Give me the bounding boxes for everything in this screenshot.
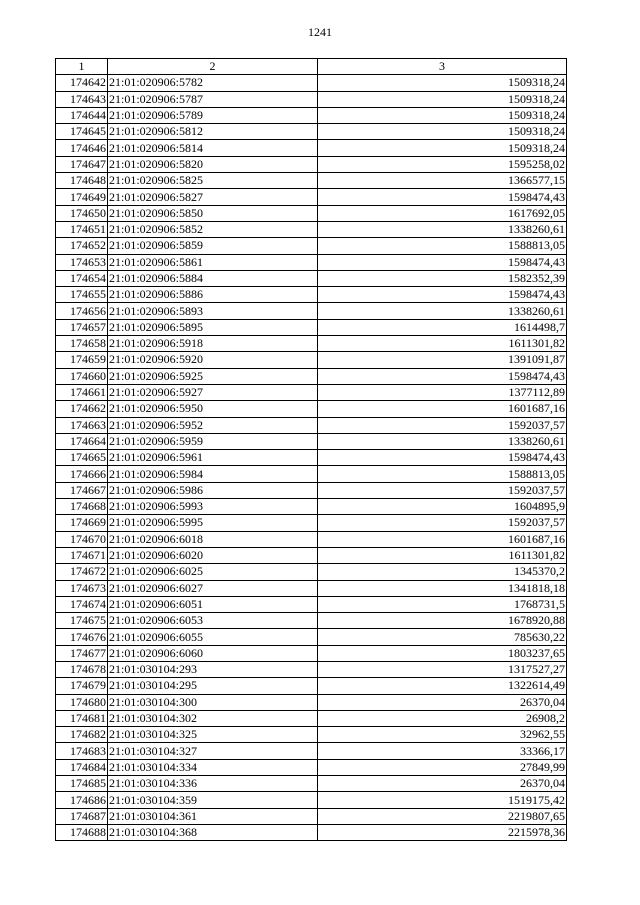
- table-row: [56, 629, 567, 645]
- table-row: [56, 580, 567, 596]
- table-header-row: [56, 59, 567, 75]
- row-number-cell: 174675: [56, 613, 108, 629]
- cadastral-value-cell: 1592037,57: [318, 417, 567, 433]
- cadastral-number-cell: 21:01:030104:359: [108, 792, 318, 808]
- cadastral-value-cell: 27849,99: [318, 759, 567, 775]
- table-row: [56, 107, 567, 123]
- page-number: 1241: [308, 25, 332, 39]
- cadastral-value-cell: 1509318,24: [318, 75, 567, 91]
- table-row: [56, 661, 567, 677]
- row-number-cell: 174664: [56, 433, 108, 449]
- cadastral-value-cell: 1678920,88: [318, 613, 567, 629]
- cadastral-value-cell: 1509318,24: [318, 107, 567, 123]
- cadastral-number-cell: 21:01:020906:6020: [108, 547, 318, 563]
- cadastral-number-cell: 21:01:020906:5893: [108, 303, 318, 319]
- row-number-cell: 174685: [56, 776, 108, 792]
- row-number-cell: 174679: [56, 678, 108, 694]
- table-row: [56, 824, 567, 840]
- row-number-cell: 174647: [56, 156, 108, 172]
- table-row: [56, 368, 567, 384]
- cadastral-value-cell: 1598474,43: [318, 254, 567, 270]
- table-row: [56, 336, 567, 352]
- cadastral-number-cell: 21:01:020906:5861: [108, 254, 318, 270]
- row-number-cell: 174668: [56, 499, 108, 515]
- row-number-cell: 174676: [56, 629, 108, 645]
- cadastral-number-cell: 21:01:020906:5884: [108, 270, 318, 286]
- cadastral-value-cell: 1341818,18: [318, 580, 567, 596]
- table-row: [56, 678, 567, 694]
- cadastral-number-cell: 21:01:020906:5995: [108, 515, 318, 531]
- column-header-1: 1: [56, 59, 108, 75]
- row-number-cell: 174659: [56, 352, 108, 368]
- cadastral-value-cell: 1317527,27: [318, 661, 567, 677]
- cadastral-value-cell: 1391091,87: [318, 352, 567, 368]
- row-number-cell: 174648: [56, 173, 108, 189]
- cadastral-value-cell: 1592037,57: [318, 515, 567, 531]
- cadastral-number-cell: 21:01:020906:6051: [108, 596, 318, 612]
- cadastral-number-cell: 21:01:020906:5961: [108, 450, 318, 466]
- table-row: [56, 743, 567, 759]
- cadastral-number-cell: 21:01:020906:5993: [108, 499, 318, 515]
- row-number-cell: 174656: [56, 303, 108, 319]
- row-number-cell: 174644: [56, 107, 108, 123]
- cadastral-value-table: [55, 58, 567, 841]
- table-row: [56, 303, 567, 319]
- cadastral-value-cell: 1377112,89: [318, 384, 567, 400]
- table-row: [56, 221, 567, 237]
- cadastral-value-cell: 1598474,43: [318, 189, 567, 205]
- row-number-cell: 174678: [56, 661, 108, 677]
- row-number-cell: 174669: [56, 515, 108, 531]
- table-row: [56, 531, 567, 547]
- row-number-cell: 174671: [56, 547, 108, 563]
- cadastral-number-cell: 21:01:020906:5952: [108, 417, 318, 433]
- table-row: [56, 433, 567, 449]
- cadastral-number-cell: 21:01:030104:293: [108, 661, 318, 677]
- table-row: [56, 319, 567, 335]
- row-number-cell: 174650: [56, 205, 108, 221]
- cadastral-number-cell: 21:01:020906:5825: [108, 173, 318, 189]
- cadastral-value-cell: 26370,04: [318, 776, 567, 792]
- table-row: [56, 613, 567, 629]
- table-row: [56, 75, 567, 91]
- row-number-cell: 174643: [56, 91, 108, 107]
- cadastral-number-cell: 21:01:030104:336: [108, 776, 318, 792]
- row-number-cell: 174673: [56, 580, 108, 596]
- row-number-cell: 174674: [56, 596, 108, 612]
- cadastral-number-cell: 21:01:020906:5827: [108, 189, 318, 205]
- table-row: [56, 189, 567, 205]
- table-row: [56, 776, 567, 792]
- table-row: [56, 808, 567, 824]
- cadastral-value-cell: 1768731,5: [318, 596, 567, 612]
- row-number-cell: 174651: [56, 221, 108, 237]
- cadastral-value-cell: 1345370,2: [318, 564, 567, 580]
- cadastral-value-cell: 1604895,9: [318, 499, 567, 515]
- cadastral-value-cell: 26370,04: [318, 694, 567, 710]
- cadastral-value-cell: 785630,22: [318, 629, 567, 645]
- cadastral-number-cell: 21:01:030104:295: [108, 678, 318, 694]
- cadastral-value-cell: 1588813,05: [318, 466, 567, 482]
- cadastral-number-cell: 21:01:020906:5789: [108, 107, 318, 123]
- table-row: [56, 694, 567, 710]
- table-row: [56, 352, 567, 368]
- cadastral-value-cell: 1595258,02: [318, 156, 567, 172]
- table-row: [56, 727, 567, 743]
- cadastral-number-cell: 21:01:030104:302: [108, 710, 318, 726]
- row-number-cell: 174662: [56, 401, 108, 417]
- table-row: [56, 515, 567, 531]
- row-number-cell: 174653: [56, 254, 108, 270]
- table-row: [56, 710, 567, 726]
- cadastral-value-cell: 1611301,82: [318, 547, 567, 563]
- table-row: [56, 450, 567, 466]
- column-header-3: 3: [318, 59, 567, 75]
- cadastral-number-cell: 21:01:020906:6060: [108, 645, 318, 661]
- cadastral-number-cell: 21:01:020906:5852: [108, 221, 318, 237]
- row-number-cell: 174654: [56, 270, 108, 286]
- cadastral-value-cell: 1338260,61: [318, 433, 567, 449]
- cadastral-value-cell: 1598474,43: [318, 450, 567, 466]
- table-row: [56, 759, 567, 775]
- cadastral-value-cell: 1614498,7: [318, 319, 567, 335]
- row-number-cell: 174663: [56, 417, 108, 433]
- cadastral-number-cell: 21:01:020906:5812: [108, 124, 318, 140]
- row-number-cell: 174688: [56, 824, 108, 840]
- table-row: [56, 482, 567, 498]
- row-number-cell: 174666: [56, 466, 108, 482]
- row-number-cell: 174646: [56, 140, 108, 156]
- cadastral-number-cell: 21:01:030104:361: [108, 808, 318, 824]
- cadastral-value-cell: 1322614,49: [318, 678, 567, 694]
- row-number-cell: 174683: [56, 743, 108, 759]
- row-number-cell: 174680: [56, 694, 108, 710]
- row-number-cell: 174684: [56, 759, 108, 775]
- table-row: [56, 173, 567, 189]
- table-row: [56, 417, 567, 433]
- cadastral-number-cell: 21:01:020906:6025: [108, 564, 318, 580]
- cadastral-value-cell: 1598474,43: [318, 287, 567, 303]
- table-row: [56, 254, 567, 270]
- row-number-cell: 174686: [56, 792, 108, 808]
- cadastral-value-cell: 1803237,65: [318, 645, 567, 661]
- cadastral-number-cell: 21:01:030104:327: [108, 743, 318, 759]
- row-number-cell: 174649: [56, 189, 108, 205]
- cadastral-number-cell: 21:01:020906:5886: [108, 287, 318, 303]
- cadastral-number-cell: 21:01:020906:5984: [108, 466, 318, 482]
- cadastral-value-cell: 1509318,24: [318, 140, 567, 156]
- table-row: [56, 156, 567, 172]
- cadastral-number-cell: 21:01:020906:6053: [108, 613, 318, 629]
- cadastral-value-cell: 1598474,43: [318, 368, 567, 384]
- cadastral-number-cell: 21:01:020906:5895: [108, 319, 318, 335]
- cadastral-value-cell: 26908,2: [318, 710, 567, 726]
- row-number-cell: 174687: [56, 808, 108, 824]
- table-row: [56, 270, 567, 286]
- cadastral-value-cell: 1588813,05: [318, 238, 567, 254]
- table-row: [56, 547, 567, 563]
- cadastral-value-cell: 32962,55: [318, 727, 567, 743]
- cadastral-number-cell: 21:01:020906:6027: [108, 580, 318, 596]
- cadastral-number-cell: 21:01:020906:5850: [108, 205, 318, 221]
- cadastral-number-cell: 21:01:020906:5925: [108, 368, 318, 384]
- cadastral-number-cell: 21:01:030104:300: [108, 694, 318, 710]
- table-row: [56, 792, 567, 808]
- cadastral-number-cell: 21:01:020906:5782: [108, 75, 318, 91]
- cadastral-number-cell: 21:01:020906:6055: [108, 629, 318, 645]
- row-number-cell: 174642: [56, 75, 108, 91]
- table-row: [56, 499, 567, 515]
- column-header-2: 2: [108, 59, 318, 75]
- row-number-cell: 174657: [56, 319, 108, 335]
- cadastral-value-cell: 2219807,65: [318, 808, 567, 824]
- cadastral-value-cell: 1509318,24: [318, 91, 567, 107]
- table-row: [56, 401, 567, 417]
- cadastral-value-cell: 2215978,36: [318, 824, 567, 840]
- row-number-cell: 174665: [56, 450, 108, 466]
- cadastral-number-cell: 21:01:030104:334: [108, 759, 318, 775]
- row-number-cell: 174645: [56, 124, 108, 140]
- row-number-cell: 174682: [56, 727, 108, 743]
- cadastral-number-cell: 21:01:030104:368: [108, 824, 318, 840]
- cadastral-number-cell: 21:01:020906:5787: [108, 91, 318, 107]
- table-row: [56, 645, 567, 661]
- cadastral-value-cell: 33366,17: [318, 743, 567, 759]
- table-row: [56, 205, 567, 221]
- cadastral-number-cell: 21:01:020906:5986: [108, 482, 318, 498]
- row-number-cell: 174660: [56, 368, 108, 384]
- cadastral-value-cell: 1366577,15: [318, 173, 567, 189]
- table-body: [56, 59, 567, 841]
- cadastral-value-cell: 1601687,16: [318, 401, 567, 417]
- cadastral-number-cell: 21:01:020906:5814: [108, 140, 318, 156]
- row-number-cell: 174652: [56, 238, 108, 254]
- cadastral-value-cell: 1338260,61: [318, 221, 567, 237]
- cadastral-value-cell: 1601687,16: [318, 531, 567, 547]
- cadastral-value-cell: 1611301,82: [318, 336, 567, 352]
- cadastral-number-cell: 21:01:020906:5920: [108, 352, 318, 368]
- row-number-cell: 174658: [56, 336, 108, 352]
- cadastral-value-cell: 1592037,57: [318, 482, 567, 498]
- cadastral-number-cell: 21:01:020906:5950: [108, 401, 318, 417]
- row-number-cell: 174655: [56, 287, 108, 303]
- cadastral-number-cell: 21:01:020906:5918: [108, 336, 318, 352]
- cadastral-number-cell: 21:01:020906:6018: [108, 531, 318, 547]
- row-number-cell: 174667: [56, 482, 108, 498]
- cadastral-value-cell: 1509318,24: [318, 124, 567, 140]
- row-number-cell: 174672: [56, 564, 108, 580]
- row-number-cell: 174670: [56, 531, 108, 547]
- table-row: [56, 564, 567, 580]
- table-row: [56, 140, 567, 156]
- row-number-cell: 174661: [56, 384, 108, 400]
- cadastral-number-cell: 21:01:020906:5859: [108, 238, 318, 254]
- table-row: [56, 596, 567, 612]
- table-row: [56, 466, 567, 482]
- table-row: [56, 384, 567, 400]
- cadastral-value-cell: 1582352,39: [318, 270, 567, 286]
- cadastral-number-cell: 21:01:030104:325: [108, 727, 318, 743]
- cadastral-value-cell: 1617692,05: [318, 205, 567, 221]
- table-row: [56, 238, 567, 254]
- cadastral-number-cell: 21:01:020906:5927: [108, 384, 318, 400]
- cadastral-number-cell: 21:01:020906:5959: [108, 433, 318, 449]
- row-number-cell: 174681: [56, 710, 108, 726]
- cadastral-number-cell: 21:01:020906:5820: [108, 156, 318, 172]
- table-row: [56, 91, 567, 107]
- table-row: [56, 124, 567, 140]
- cadastral-value-cell: 1519175,42: [318, 792, 567, 808]
- row-number-cell: 174677: [56, 645, 108, 661]
- table-row: [56, 287, 567, 303]
- cadastral-value-cell: 1338260,61: [318, 303, 567, 319]
